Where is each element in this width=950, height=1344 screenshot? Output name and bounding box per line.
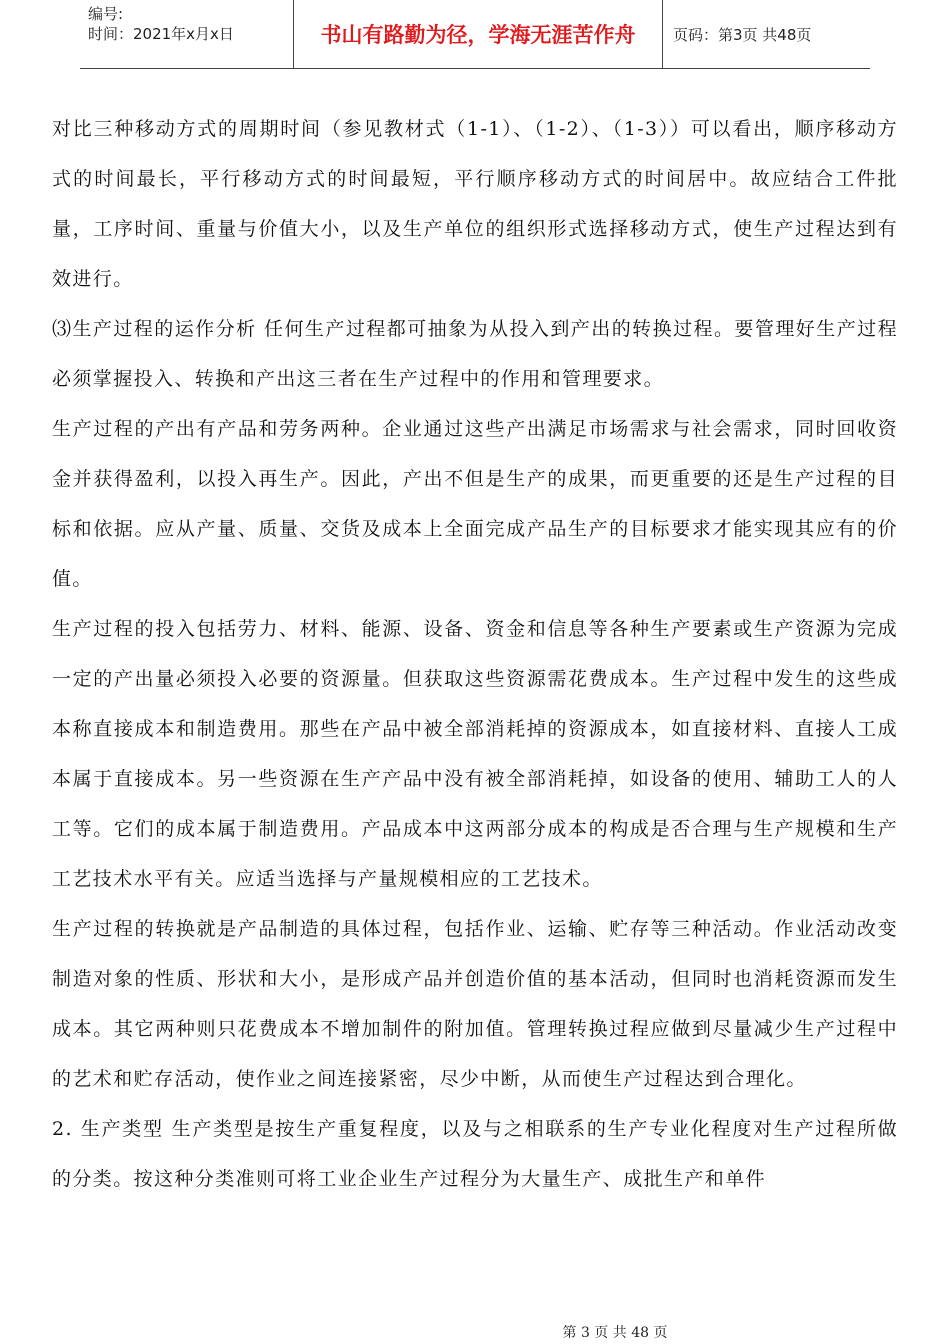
paragraph-5: 生产过程的转换就是产品制造的具体过程，包括作业、运输、贮存等三种活动。作业活动改变制造对象的性质、形状和大小，是形成产品并创造价值的基本活动，但同时也消耗资源而发生成本。其它两种则只花费成本不增加制件的附加值。管理转换过程应做到尽量减少生产过程中的艺术和贮存活动，使作业之间连接紧密，尽少中断，从而使生产过程达到合理化。 [52,918,898,1090]
paragraph-4: 生产过程的投入包括劳力、材料、能源、设备、资金和信息等各种生产要素或生产资源为完成一定的产出量必须投入必要的资源量。但获取这些资源需花费成本。生产过程中发生的这些成本称直接成本和制造费用。那些在产品中被全部消耗掉的资源成本，如直接材料、直接人工成本属于直接成本。另一些资源在生产产品中没有被全部消耗掉，如设备的使用、辅助工人的人工等。它们的成本属于制造费用。产品成本中这两部分成本的构成是否合理与生产规模和生产工艺技术水平有关。应适当选择与产量规模相应的工艺技术。 [52,618,898,890]
number-label: 编号: [88,5,124,23]
paragraph-3: 生产过程的产出有产品和劳务两种。企业通过这些产出满足市场需求与社会需求，同时回收资金并获得盈利，以投入再生产。因此，产出不但是生产的成果，而更重要的还是生产过程的目标和依据。应从产量、质量、交货及成本上全面完成产品生产的目标要求才能实现其应有的价值。 [52,418,898,590]
paragraph-1: 对比三种移动方式的周期时间（参见教材式（1-1）、（1-2）、（1-3））可以看出，顺序移动方式的时间最长，平行移动方式的时间最短，平行顺序移动方式的时间居中。故应结合工件批量，工序时间、重量与价值大小，以及生产单位的组织形式选择移动方式，使生产过程达到有效进行。 [52,118,898,290]
paragraph-6: 2. 生产类型 生产类型是按生产重复程度，以及与之相联系的生产专业化程度对生产过程所做的分类。按这种分类准则可将工业企业生产过程分为大量生产、成批生产和单件 [52,1118,898,1190]
document-body [52,104,898,1204]
paragraph-2: ⑶生产过程的运作分析 任何生产过程都可抽象为从投入到产出的转换过程。要管理好生产过程必须掌握投入、转换和产出这三者在生产过程中的作用和管理要求。 [52,318,898,390]
page-header [80,0,870,69]
header-page-info: 页码：第3页 共48页 [673,25,812,44]
page-footer [0,1322,950,1342]
time-label: 时间：2021年x月x日 [88,25,234,43]
header-meta [80,0,294,68]
header-motto: 书山有路勤为径，学海无涯苦作舟 [294,0,663,68]
footer-page-number: 第 3 页 共 48 页 [562,1325,668,1341]
